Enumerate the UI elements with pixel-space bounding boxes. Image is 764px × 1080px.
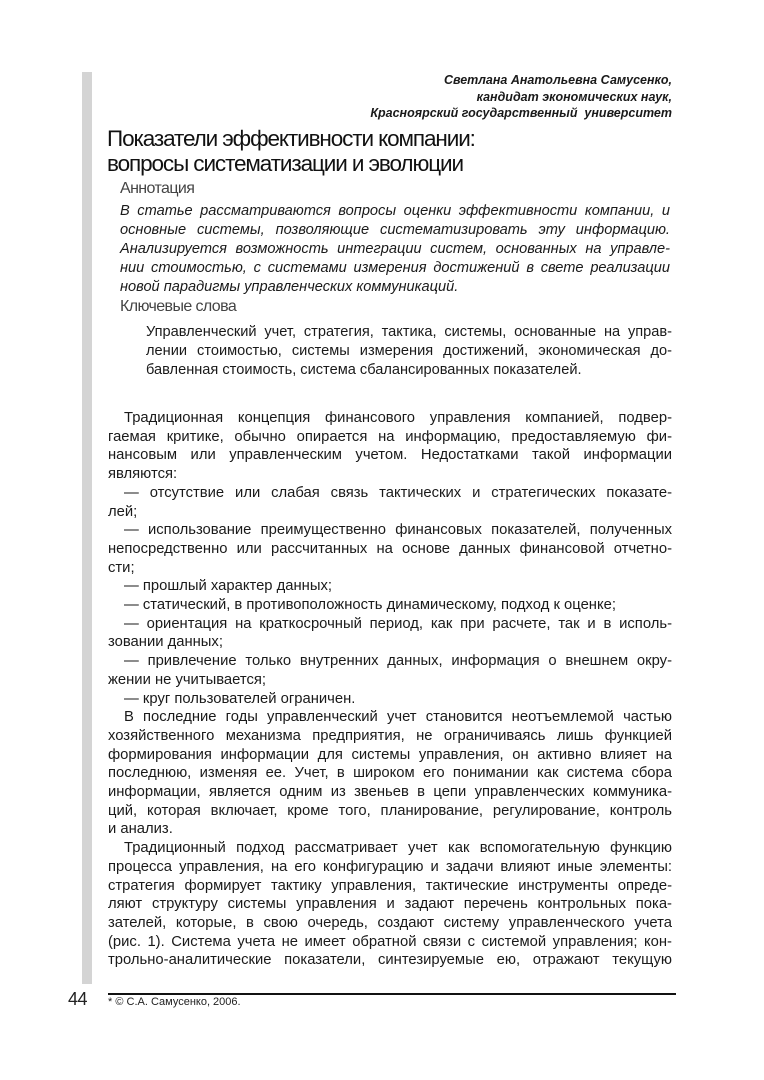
body-line: лей; [108,503,138,520]
body-line: являются: [108,466,178,483]
footnote: * © С.А. Самусенко, 2006. [108,996,241,1008]
body-line: стратегия формирует тактику управления, тактические инструменты опреде- [108,877,672,894]
body-line: — использование преимущественно финансовых показателей, полученных [124,522,672,539]
author-block [370,72,672,122]
body-text [108,409,672,970]
body-line: ций, которая включает, кроме того, планирование, регулирование, контроль [108,802,672,819]
body-line: нансовым или управленческим учетом. Недостатками такой информации [108,447,672,464]
title-line: Показатели эффективности компании: [107,126,475,151]
keywords-line: лении стоимостью, системы измерения достижений, экономическая до- [146,343,672,359]
body-line: (рис. 1). Система учета не имеет обратной связи с системой управления; кон- [108,933,672,950]
body-line: зовании данных; [108,634,223,651]
body-line: сти; [108,559,135,576]
annotation-line: новой парадигмы управленческих коммуникаций. [120,279,459,295]
body-line: ляют структуру системы управления и задают перечень контрольных пока- [108,896,672,913]
title-line: вопросы систематизации и эволюции [107,151,463,176]
body-line: Традиционная концепция финансового управления компанией, подвер- [124,410,672,426]
body-line: зателей, которые, в свою очередь, создают систему управленческого учета [108,914,672,931]
body-line: — отсутствие или слабая связь тактических и стратегических показате- [124,484,672,501]
keywords-heading: Ключевые слова [120,298,237,315]
body-line: последнюю, изменяя ее. Учет, в широком его понимании как система сбора [108,765,672,782]
annotation-line: В статье рассматриваются вопросы оценки эффективности компании, и [120,203,670,219]
annotation-line: основные системы, позволяющие систематизировать эту информацию. [120,222,670,238]
author-name: Светлана Анатольевна Самусенко, [443,73,672,87]
body-line: процесса управления, на его конфигурацию и задачи влияют иные элементы: [108,858,672,875]
body-line: хозяйственного механизма предприятия, не ограничиваясь лишь функцией [108,727,672,744]
article-title [107,126,475,176]
annotation-line: нии стоимостью, с системами измерения достижений в свете реализации [120,260,670,276]
body-line: — круг пользователей ограничен. [124,690,356,707]
body-line: — ориентация на краткосрочный период, как при расчете, так и в исполь- [124,615,672,632]
keywords-text [146,323,672,380]
keywords-line: бавленная стоимость, система сбалансированных показателей. [146,362,582,378]
body-line: формирования информации для системы управления, он активно влияет на [108,746,672,763]
body-line: непосредственно или рассчитанных на основе данных финансовой отчетно- [108,540,672,557]
page-number: 44 [68,989,88,1009]
body-line: и анализ. [108,821,173,838]
body-line: Традиционный подход рассматривает учет как вспомогательную функцию [124,840,672,857]
margin-bar [82,72,92,984]
annotation-line: Анализируется возможность интеграции систем, основанных на управле- [120,241,670,257]
body-line: — прошлый характер данных; [124,578,332,595]
keywords-line: Управленческий учет, стратегия, тактика, системы, основанные на управ- [146,324,672,340]
author-degree: кандидат экономических наук, [476,89,672,104]
annotation-heading: Аннотация [120,180,195,197]
body-line: — привлечение только внутренних данных, информация о внешнем окру- [124,653,672,670]
body-line: информации, является одним из звеньев в цепи управленческих коммуника- [108,784,672,801]
footnote-divider [108,993,676,995]
body-line: — статический, в противоположность динамическому, подход к оценке; [124,597,616,614]
body-line: гаемая критике, обычно опирается на информацию, предоставляемую фи- [108,428,672,445]
body-line: В последние годы управленческий учет становится неотъемлемой частью [124,709,672,726]
body-line: трольно-аналитические показатели, синтезируемые ею, отражают текущую [108,952,672,969]
annotation-text [120,202,670,297]
author-affiliation: Красноярский государственный университет [370,106,672,120]
body-line: жении не учитывается; [108,671,267,688]
